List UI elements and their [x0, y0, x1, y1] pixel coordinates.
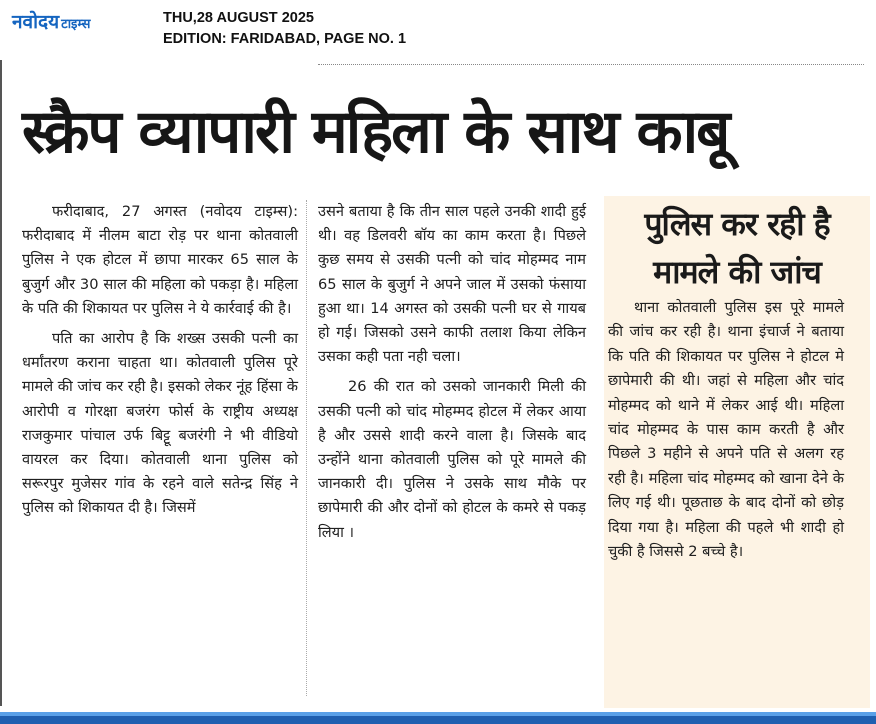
top-dotted-divider [318, 64, 864, 65]
publication-date: THU,28 AUGUST 2025 [163, 10, 314, 26]
left-margin-rule [0, 60, 2, 706]
logo-sub-text: टाइम्स [61, 17, 91, 32]
page-header [0, 0, 876, 60]
sidebar-title-line-2: मामले की जांच [653, 253, 821, 291]
column-divider [306, 200, 307, 696]
sidebar-title [604, 200, 870, 296]
sidebar-title-line-1: पुलिस कर रही है [644, 205, 830, 243]
article-paragraph: 26 की रात को उसको जानकारी मिली की उसकी पत्नी को चांद मोहम्मद होटल में लेकर आया है और उससे शादी करने वाला है। जिसके बाद उन्होंने थाना कोतवाली पुलिस को पूरे मामले की जानकारी दी। पुलिस ने उसके साथ मौके पर छापेमारी की और दोनों को होटल के कमरे से पकड़ लिया । [318, 378, 586, 541]
sidebar-box [604, 196, 870, 708]
newspaper-logo [12, 8, 90, 36]
article-column-2 [318, 200, 586, 545]
article-headline: स्क्रैप व्यापारी महिला के साथ काबू [22, 97, 729, 167]
article-paragraph: पति का आरोप है कि शख्स उसकी पत्नी का धर्मांतरण कराना चाहता था। कोतवाली पुलिस पूरे मामले की जांच कर रही है। इसको लेकर नूंह हिंसा के आरोपी व गोरक्षा बजरंग फोर्स के राष्ट्रीय अध्यक्ष राजकुमार पांचाल उर्फ बिट्टू बजरंगी ने भी वीडियो वायरल कर दिया। कोतवाली थाना पुलिस को सरूरपुर मुजेसर गांव के रहने वाले सतेन्द्र सिंह ने पुलिस को शिकायत दी है। जिसमें [22, 330, 298, 517]
bottom-color-bar [0, 712, 876, 724]
edition-page: EDITION: FARIDABAD, PAGE NO. 1 [163, 31, 407, 47]
article-paragraph: उसने बताया है कि तीन साल पहले उनकी शादी हुई थी। वह डिलवरी बॉय का काम करता है। पिछले कुछ समय से उसकी पत्नी को चांद मोहम्मद नाम 65 साल के बुजुर्ग ने अपने जाल में उसको फंसाया हुआ था। 14 अगस्त को उसकी पत्नी घर से गायब हो गई। जिसको उसने काफी तलाश किया लेकिन उसका कही पता नही चला। [318, 203, 586, 366]
article-paragraph: फरीदाबाद, 27 अगस्त (नवोदय टाइम्स): फरीदाबाद में नीलम बाटा रोड़ पर थाना कोतवाली पुलिस ने एक होटल में छापा मारकर 65 साल के बुजुर्ग और 30 साल की महिला को पकड़ा है। महिला के पति की शिकायत पर पुलिस ने ये कार्रवाई की है। [22, 203, 298, 317]
edition-info [163, 8, 406, 50]
logo-main-text: नवोदय [12, 11, 60, 33]
article-column-1 [22, 200, 298, 521]
sidebar-body: थाना कोतवाली पुलिस इस पूरे मामले की जांच कर रही है। थाना इंचार्ज ने बताया कि पति की शिकायत पर पुलिस ने होटल मे छापेमारी की थी। जहां से महिला और चांद मोहम्मद को थाने में लेकर आई थी। महिला चांद मोहम्मद के पास काम करती है और पिछले 3 महीने से अपने पति से अलग रह रही है। महिला चांद मोहम्मद को खाना देने के लिए गई थी। पूछताछ के बाद दोनों को छोड़ दिया गया है। महिला की पहले भी शादी हो चुकी है जिससे 2 बच्चे है। [608, 299, 844, 561]
